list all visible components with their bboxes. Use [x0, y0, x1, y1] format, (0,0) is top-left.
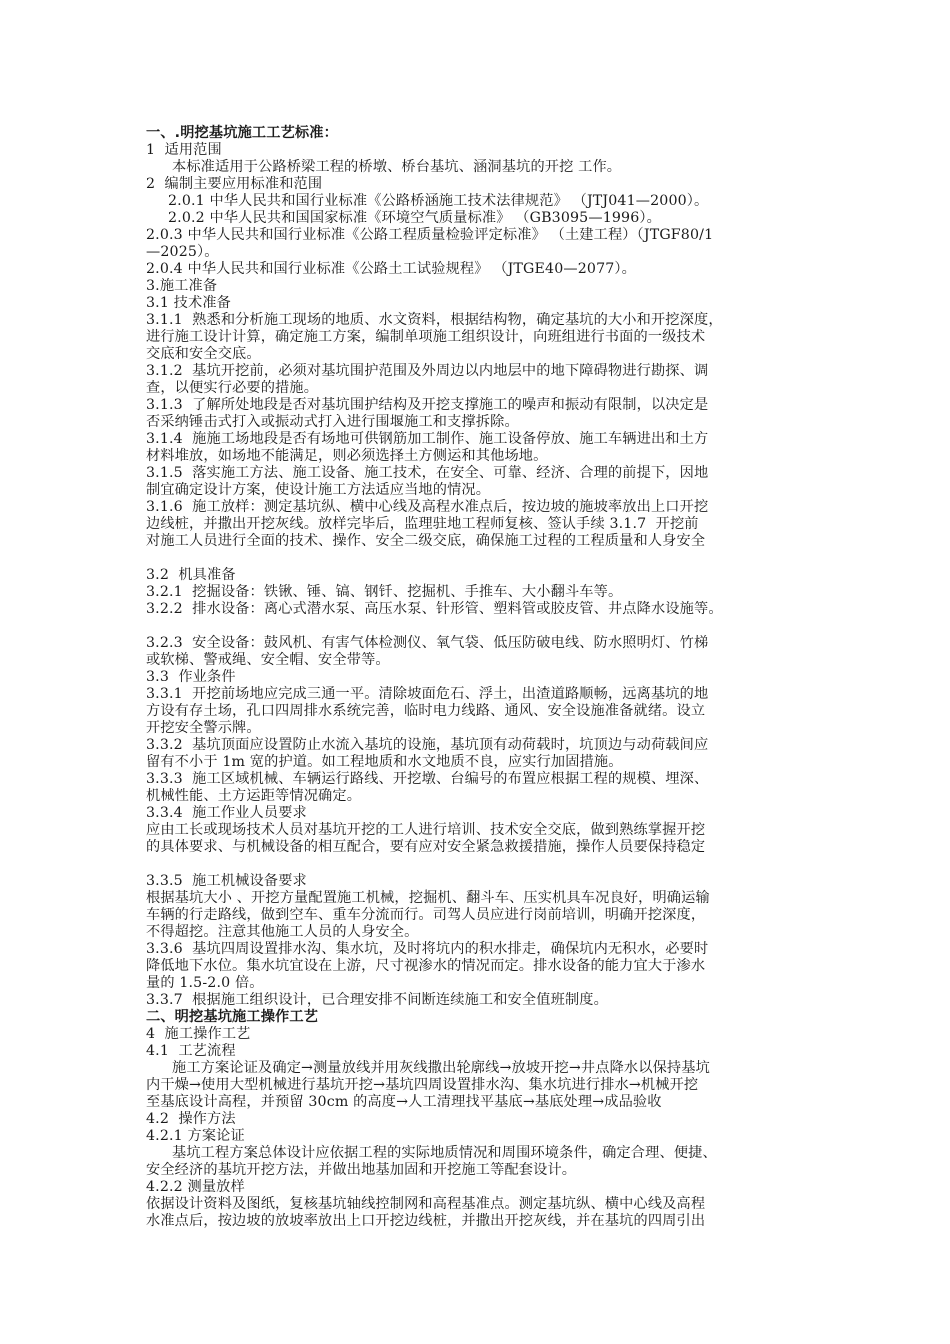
- paragraph-line: 3.1.5 落实施工方法、施工设备、施工技术，在安全、可靠、经济、合理的前提下，因地: [146, 465, 709, 481]
- paragraph-line: 内干燥→使用大型机械进行基坑开挖→基坑四周设置排水沟、集水坑进行排水→机械开挖: [146, 1077, 699, 1093]
- paragraph-line: 量的 1.5-2.0 倍。: [146, 975, 264, 991]
- paragraph-line: 2.0.2 中华人民共和国国家标准《环境空气质量标准》 （GB3095—1996）。: [168, 210, 661, 226]
- paragraph-line: 3.2.2 排水设备：离心式潜水泵、高压水泵、针形管、塑料管或胶皮管、井点降水设施等。: [146, 601, 723, 617]
- subsection-heading: 1 适用范围: [146, 142, 222, 158]
- paragraph-line: 进行施工设计计算，确定施工方案，编制单项施工组织设计，向班组进行书面的一级技术: [146, 329, 706, 345]
- subsection-heading: 3.3.4 施工作业人员要求: [146, 805, 307, 821]
- paragraph-line: 3.3.6 基坑四周设置排水沟、集水坑，及时将坑内的积水排走，确保坑内无积水，必要时: [146, 941, 709, 957]
- subsection-heading: 2 编制主要应用标准和范围: [146, 176, 323, 192]
- subsection-heading: 4.2 操作方法: [146, 1111, 236, 1127]
- paragraph-line: 安全经济的基坑开挖方法，并做出地基加固和开挖施工等配套设计。: [146, 1162, 577, 1178]
- subsection-heading: 4.2.1 方案论证: [146, 1128, 245, 1144]
- subsection-heading: 3.3.5 施工机械设备要求: [146, 873, 307, 889]
- paragraph-line: 机械性能、土方运距等情况确定。: [146, 788, 362, 804]
- paragraph-line: 水准点后，按边坡的放坡率放出上口开挖边线桩，并撒出开挖灰线，并在基坑的四周引出: [146, 1213, 706, 1229]
- paragraph-line: 依据设计资料及图纸，复核基坑轴线控制网和高程基准点。测定基坑纵、横中心线及高程: [146, 1196, 706, 1212]
- paragraph-line: 根据基坑大小 、开挖方量配置施工机械，挖掘机、翻斗车、压实机具车况良好，明确运输: [146, 890, 710, 906]
- paragraph-line: 3.3.7 根据施工组织设计，已合理安排不间断连续施工和安全值班制度。: [146, 992, 608, 1008]
- paragraph-line: 应由工长或现场技术人员对基坑开挖的工人进行培训、技术安全交底，做到熟练掌握开挖: [146, 822, 706, 838]
- paragraph-line: 3.1.6 施工放样：测定基坑纵、横中心线及高程水准点后，按边坡的施坡率放出上口开挖: [146, 499, 709, 515]
- paragraph-line: 方设有存土场，孔口四周排水系统完善，临时电力线路、通风、安全设施准备就绪。设立: [146, 703, 706, 719]
- paragraph-line: 基坑工程方案总体设计应依据工程的实际地质情况和周围环境条件，确定合理、便捷、: [172, 1145, 717, 1161]
- paragraph-line: 开挖安全警示牌。: [146, 720, 261, 736]
- paragraph-line: 3.3.2 基坑顶面应设置防止水流入基坑的设施，基坑顶有动荷载时，坑顶边与动荷载间应: [146, 737, 709, 753]
- subsection-heading: 4.1 工艺流程: [146, 1043, 236, 1059]
- paragraph-line: 留有不小于 1m 宽的护道。如工程地质和水文地质不良，应实行加固措施。: [146, 754, 623, 770]
- subsection-heading: 4.2.2 测量放样: [146, 1179, 245, 1195]
- paragraph-line: 3.2.3 安全设备：鼓风机、有害气体检测仪、氧气袋、低压防破电线、防水照明灯、竹梯: [146, 635, 709, 651]
- subsection-heading: 3.3 作业条件: [146, 669, 236, 685]
- subsection-heading: 3.1 技术准备: [146, 295, 232, 311]
- paragraph-line: 或软梯、警戒绳、安全帽、安全带等。: [146, 652, 390, 668]
- paragraph-line: 3.1.1 熟悉和分析施工现场的地质、水文资料，根据结构物，确定基坑的大小和开挖深度，: [146, 312, 723, 328]
- paragraph-line: 制宜确定设计方案，使设计施工方法适应当地的情况。: [146, 482, 491, 498]
- paragraph-line: 3.3.3 施工区域机械、车辆运行路线、开挖墩、台编号的布置应根据工程的规模、埋深、: [146, 771, 709, 787]
- paragraph-line: 否采纳锤击式打入或振动式打入进行围堰施工和支撑拆除。: [146, 414, 519, 430]
- paragraph-line: 至基底设计高程，并预留 30cm 的高度→人工清理找平基底→基底处理→成品验收: [146, 1094, 662, 1110]
- section-heading: 一、.明挖基坑施工工艺标准：: [146, 125, 338, 141]
- paragraph-line: 对施工人员进行全面的技术、操作、安全二级交底，确保施工过程的工程质量和人身安全: [146, 533, 706, 549]
- paragraph-line: 边线桩，并撒出开挖灰线。放样完毕后，监理驻地工程师复核、签认手续 3.1.7 开挖前: [146, 516, 699, 532]
- paragraph-line: 3.3.1 开挖前场地应完成三通一平。清除坡面危石、浮土，出渣道路顺畅，远离基坑的地: [146, 686, 709, 702]
- paragraph-line: 查，以便实行必要的措施。: [146, 380, 319, 396]
- subsection-heading: 3.2 机具准备: [146, 567, 236, 583]
- paragraph-line: 3.1.4 施施工场地段是否有场地可供钢筋加工制作、施工设备停放、施工车辆进出和土方: [146, 431, 709, 447]
- paragraph-line: 2.0.3 中华人民共和国行业标准《公路工程质量检验评定标准》 （土建工程）（JTGF80/1: [146, 227, 714, 243]
- paragraph-line: 的具体要求、与机械设备的相互配合，要有应对安全紧急救援措施，操作人员要保持稳定: [146, 839, 706, 855]
- subsection-heading: 3.施工准备: [146, 278, 218, 294]
- paragraph-line: 材料堆放，如场地不能满足，则必须选择土方侧运和其他场地。: [146, 448, 548, 464]
- paragraph-line: —2025）。: [146, 244, 219, 260]
- paragraph-line: 3.2.1 挖掘设备：铁锹、锤、镐、钢钎、挖掘机、手推车、大小翻斗车等。: [146, 584, 623, 600]
- paragraph-line: 本标准适用于公路桥梁工程的桥墩、桥台基坑、涵洞基坑的开挖 工作。: [172, 159, 622, 175]
- section-heading: 二、明挖基坑施工操作工艺: [146, 1009, 319, 1025]
- paragraph-line: 2.0.4 中华人民共和国行业标准《公路土工试验规程》 （JTGE40—2077）。: [146, 261, 637, 277]
- subsection-heading: 4 施工操作工艺: [146, 1026, 251, 1042]
- paragraph-line: 不得超挖。注意其他施工人员的人身安全。: [146, 924, 419, 940]
- paragraph-line: 交底和安全交底。: [146, 346, 261, 362]
- paragraph-line: 3.1.3 了解所处地段是否对基坑围护结构及开挖支撑施工的噪声和振动有限制，以决定是: [146, 397, 709, 413]
- paragraph-line: 施工方案论证及确定→测量放线并用灰线撒出轮廓线→放坡开挖→井点降水以保持基坑: [172, 1060, 710, 1076]
- paragraph-line: 车辆的行走路线，做到空车、重车分流而行。司驾人员应进行岗前培训，明确开挖深度，: [146, 907, 706, 923]
- paragraph-line: 3.1.2 基坑开挖前，必须对基坑围护范围及外周边以内地层中的地下障碍物进行勘探、调: [146, 363, 709, 379]
- paragraph-line: 2.0.1 中华人民共和国行业标准《公路桥涵施工技术法律规范》 （JTJ041—2000）。: [168, 193, 709, 209]
- paragraph-line: 降低地下水位。集水坑宜设在上游，尺寸视渗水的情况而定。排水设备的能力宜大于渗水: [146, 958, 706, 974]
